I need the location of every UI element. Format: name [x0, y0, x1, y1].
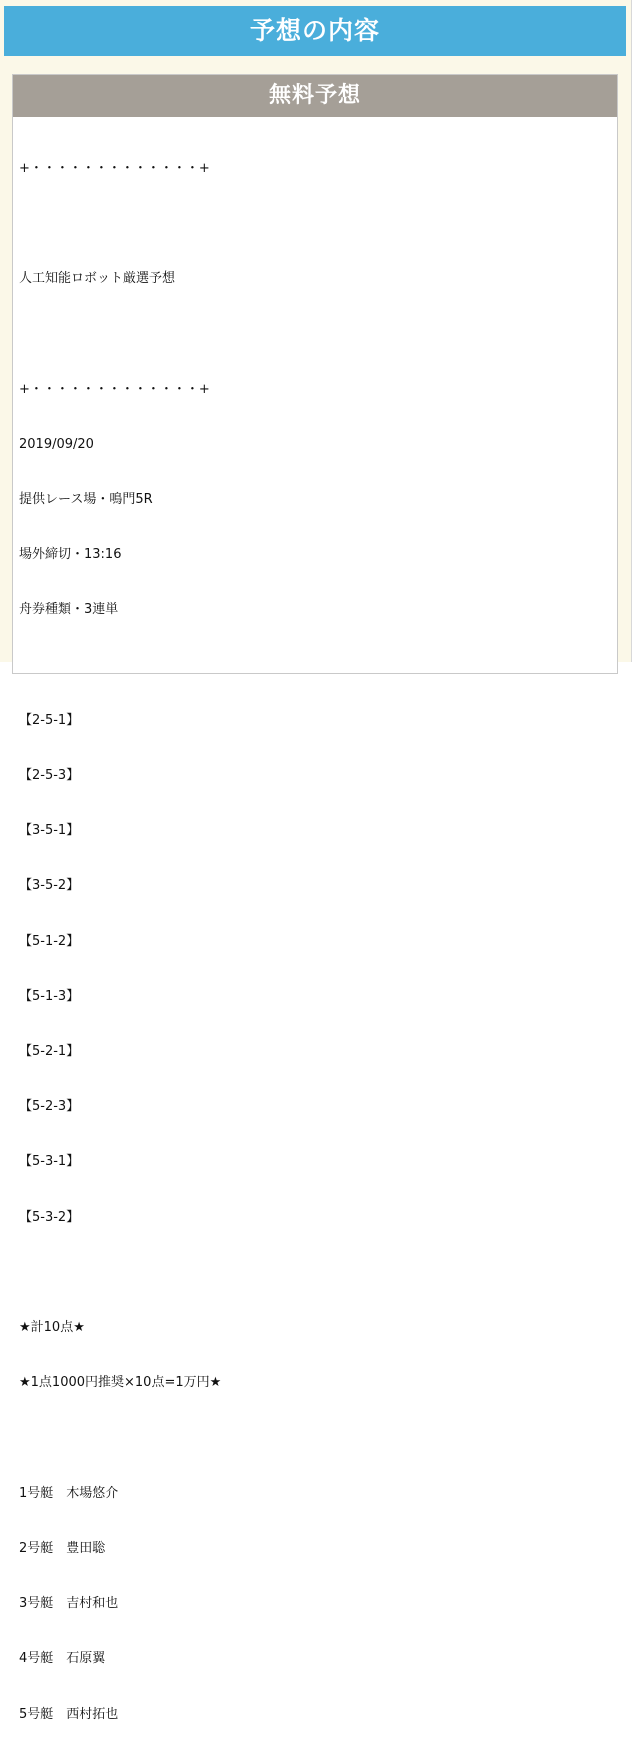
- racer-entry: 2号艇 豊田聡: [19, 1540, 106, 1556]
- blank-line: [19, 325, 609, 343]
- race-date: 2019/09/20: [19, 436, 94, 452]
- combination-item: 【3-5-2】: [19, 878, 80, 894]
- recommended-stake: ★1点1000円推奨×10点=1万円★: [19, 1375, 222, 1391]
- race-venue: 提供レース場・鳴門5R: [19, 492, 153, 508]
- section-header: [13, 75, 617, 117]
- combination-item: 【5-1-2】: [19, 933, 80, 949]
- combination-item: 【2-5-3】: [19, 768, 80, 784]
- prediction-heading: 人工知能ロボット厳選予想: [19, 271, 176, 287]
- blank-line: [19, 1429, 609, 1447]
- ticket-type: 舟券種類・3連単: [19, 602, 119, 618]
- combination-item: 【5-3-1】: [19, 1154, 80, 1170]
- prediction-body: [19, 123, 609, 1761]
- deadline: 場外締切・13:16: [19, 547, 122, 563]
- combination-item: 【2-5-1】: [19, 712, 80, 728]
- content-panel: [12, 74, 618, 1722]
- total-points: ★計10点★: [19, 1320, 85, 1336]
- combination-item: 【5-3-2】: [19, 1209, 80, 1225]
- combination-item: 【3-5-1】: [19, 823, 80, 839]
- page-title-banner: [4, 6, 626, 56]
- blank-line: [19, 1264, 609, 1282]
- combination-item: 【5-1-3】: [19, 988, 80, 1004]
- divider-line-bottom: +・・・・・・・・・・・・・+: [19, 381, 210, 397]
- combination-item: 【5-2-1】: [19, 1044, 80, 1060]
- page-title: 予想の内容: [249, 16, 380, 45]
- racer-entry: 3号艇 吉村和也: [19, 1596, 119, 1612]
- racer-entry: 5号艇 西村拓也: [19, 1706, 119, 1722]
- racer-entry: 1号艇 木場悠介: [19, 1485, 119, 1501]
- divider-line-top: +・・・・・・・・・・・・・+: [19, 160, 210, 176]
- blank-line: [19, 657, 609, 675]
- blank-line: [19, 215, 609, 233]
- racer-entry: 4号艇 石原翼: [19, 1651, 106, 1667]
- section-title: 無料予想: [268, 83, 361, 108]
- combination-item: 【5-2-3】: [19, 1099, 80, 1115]
